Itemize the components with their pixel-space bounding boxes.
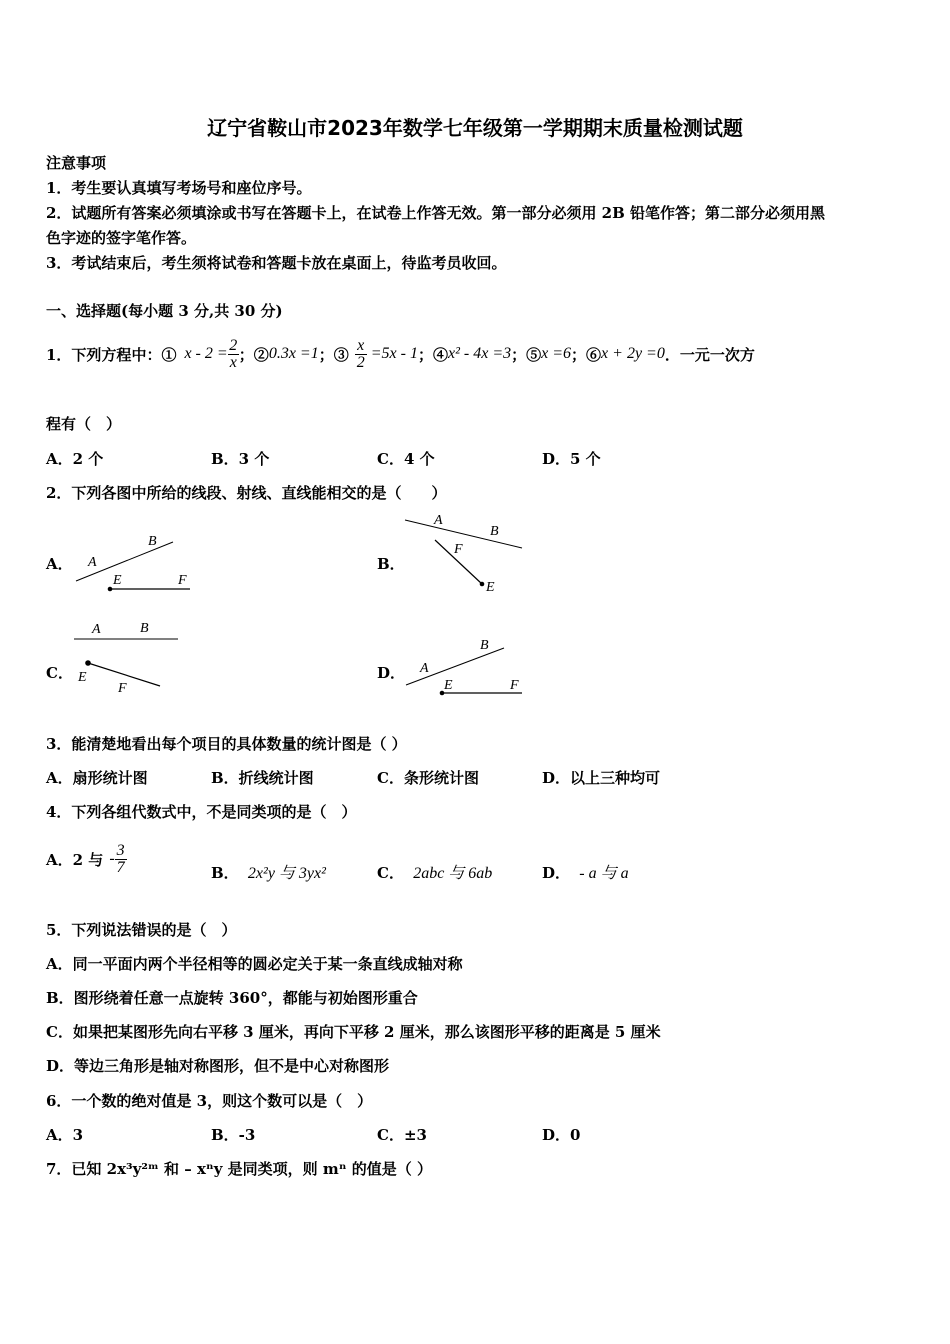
option-a: A．3 — [46, 1126, 84, 1144]
figure-b — [400, 508, 530, 598]
option-a: A． — [46, 555, 73, 573]
label-a: A — [420, 661, 429, 676]
question-1-stem — [46, 329, 755, 379]
fraction-numerator: 3 — [116, 841, 125, 859]
option-label: A．2 与 — [46, 850, 104, 869]
label-a: A — [92, 622, 101, 637]
q1-prefix: 1．下列方程中：① — [46, 345, 177, 364]
notice-item: 色字迹的签字笔作答。 — [46, 229, 197, 247]
figure-d — [400, 632, 530, 702]
option-label: D． — [542, 864, 571, 882]
notice-item: 3．考试结束后，考生须将试卷和答题卡放在桌面上，待监考员收回。 — [46, 254, 507, 272]
question-3-stem: 3．能清楚地看出每个项目的具体数量的统计图是（ ） — [46, 735, 407, 753]
q1-eq5: x =6 — [541, 345, 572, 362]
page-title: 辽宁省鞍山市2023年数学七年级第一学期期末质量检测试题 — [207, 116, 743, 140]
option-a: A．2 个 — [46, 450, 104, 468]
label-b: B — [148, 534, 157, 549]
option-d: D．以上三种均可 — [542, 769, 661, 787]
option-b: B．折线统计图 — [211, 769, 314, 787]
label-e: E — [486, 580, 495, 595]
section-heading: 一、选择题(每小题 3 分,共 30 分) — [46, 302, 283, 320]
question-7-stem: 7．已知 2x³y²ᵐ 和 – xⁿy 是同类项，则 mⁿ 的值是（ ） — [46, 1160, 432, 1178]
label-f: F — [510, 678, 519, 693]
line-ab — [405, 520, 522, 548]
label-b: B — [480, 638, 489, 653]
point-e — [108, 587, 113, 592]
q1-eq1-fraction — [228, 338, 239, 371]
option-d — [542, 860, 629, 883]
point-e — [480, 582, 485, 587]
option-label: C． — [377, 864, 404, 882]
q1-sep: ；⑤ — [511, 345, 542, 364]
label-a: A — [88, 555, 97, 570]
option-d: D．等边三角形是轴对称图形，但不是中心对称图形 — [46, 1057, 390, 1075]
option-c: C． — [46, 664, 73, 682]
option-a: A．扇形统计图 — [46, 769, 148, 787]
option-a-fraction — [115, 843, 127, 876]
label-f: F — [178, 573, 187, 588]
fraction-numerator: 2 — [229, 336, 238, 354]
option-b: B．-3 — [211, 1126, 256, 1144]
q1-sep: ；② — [238, 345, 269, 364]
option-c: C．±3 — [377, 1126, 427, 1144]
q1-sep: ；③ — [318, 345, 349, 364]
fraction-denominator: 7 — [116, 858, 125, 876]
question-6-stem: 6．一个数的绝对值是 3，则这个数可以是（ ） — [46, 1092, 373, 1110]
q1-eq6: x + 2y =0 — [601, 345, 665, 362]
option-a — [46, 836, 127, 882]
option-expression: - a 与 a — [579, 865, 629, 882]
q1-eq3-fraction — [355, 338, 367, 371]
label-e: E — [444, 678, 453, 693]
question-2-stem: 2．下列各图中所给的线段、射线、直线能相交的是（ ） — [46, 484, 447, 502]
question-1-stem-cont: 程有（ ） — [46, 415, 122, 433]
figure-a — [68, 528, 198, 598]
option-d: D． — [377, 664, 406, 682]
label-b: B — [490, 524, 499, 539]
option-b — [211, 860, 326, 883]
label-e: E — [113, 573, 122, 588]
minus-sign: - — [109, 850, 115, 867]
q1-suffix: ．一元一次方 — [664, 345, 755, 364]
option-b: B．图形绕着任意一点旋转 360°，都能与初始图形重合 — [46, 989, 418, 1007]
figure-c — [68, 615, 188, 700]
option-c: C．条形统计图 — [377, 769, 479, 787]
label-a: A — [434, 513, 443, 528]
question-5-stem: 5．下列说法错误的是（ ） — [46, 921, 237, 939]
option-d: D．5 个 — [542, 450, 601, 468]
option-c — [377, 860, 492, 883]
label-e: E — [78, 670, 87, 685]
q1-eq3-rest: =5x - 1 — [370, 345, 418, 362]
notice-item: 2．试题所有答案必须填涂或书写在答题卡上，在试卷上作答无效。第一部分必须用 2B 铅笔作答；第二部分必须用黑 — [46, 204, 826, 222]
label-f: F — [118, 681, 127, 696]
q1-sep: ；⑥ — [571, 345, 602, 364]
point-e — [85, 660, 91, 666]
q1-eq2: 0.3x =1 — [268, 345, 319, 362]
label-b: B — [140, 621, 149, 636]
q1-eq4: x² - 4x =3 — [447, 345, 512, 362]
option-expression: 2abc 与 6ab — [413, 865, 493, 882]
option-expression: 2x²y 与 3yx² — [247, 865, 326, 882]
fraction-denominator: 2 — [356, 353, 365, 371]
notice-heading: 注意事项 — [46, 154, 107, 172]
option-b: B．3 个 — [211, 450, 270, 468]
question-4-stem: 4．下列各组代数式中，不是同类项的是（ ） — [46, 803, 357, 821]
fraction-denominator: x — [229, 353, 237, 371]
q1-sep: ；④ — [417, 345, 448, 364]
q1-eq1: x - 2 = — [184, 345, 228, 362]
option-a: A．同一平面内两个半径相等的圆必定关于某一条直线成轴对称 — [46, 955, 463, 973]
option-c: C．4 个 — [377, 450, 435, 468]
option-c: C．如果把某图形先向右平移 3 厘米，再向下平移 2 厘米，那么该图形平移的距离是 5 厘米 — [46, 1023, 661, 1041]
label-f: F — [454, 542, 463, 557]
option-d: D．0 — [542, 1126, 581, 1144]
option-b: B． — [377, 555, 405, 573]
fraction-numerator: x — [357, 336, 365, 354]
option-label: B． — [211, 864, 239, 882]
notice-item: 1．考生要认真填写考场号和座位序号。 — [46, 179, 312, 197]
